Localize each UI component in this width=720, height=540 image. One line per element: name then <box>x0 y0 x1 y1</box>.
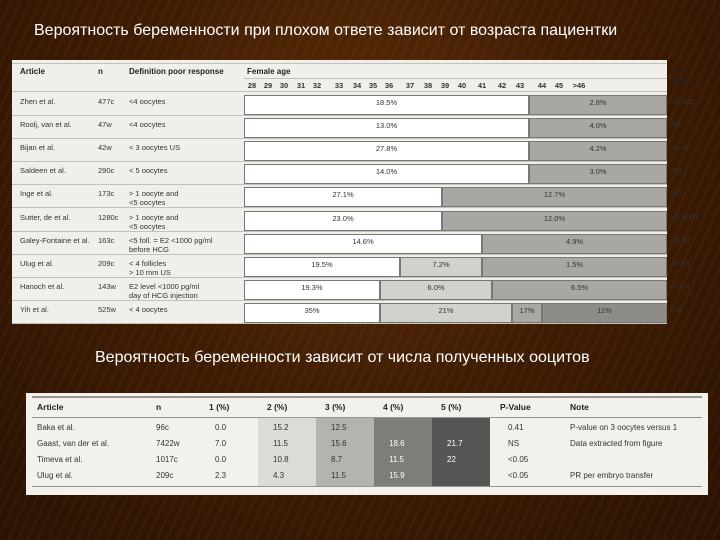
age-label: 28 <box>247 81 257 90</box>
c1-cell: 2.3 <box>215 471 227 480</box>
col-header-4: 4 (%) <box>383 402 404 412</box>
n-cell: 47w <box>98 120 112 130</box>
definition-cell <box>129 236 213 254</box>
definition-line: > 1 oocyte and <box>129 189 179 199</box>
c2-cell: 15.2 <box>273 423 289 432</box>
pvalue-cell: <0.0001 <box>671 212 699 222</box>
section-title: Вероятность беременности зависит от числа полученных ооцитов <box>95 349 590 366</box>
table-row <box>12 185 682 208</box>
table-rule <box>244 78 667 79</box>
pvalue-cell: <0.04 <box>671 258 690 268</box>
article-cell: Gaast, van der et al. <box>37 439 110 448</box>
c4-cell: 11.5 <box>389 455 404 464</box>
c2-cell: 11.5 <box>273 439 288 448</box>
age-label: 40 <box>457 81 467 90</box>
age-label: 38 <box>423 81 433 90</box>
article-cell: Baka et al. <box>37 423 75 432</box>
article-cell: Hanoch et al. <box>20 281 65 291</box>
col-header-n: n <box>156 402 162 412</box>
oocyte-count-table <box>26 393 708 495</box>
n-cell: 290c <box>98 166 115 176</box>
definition-cell <box>129 120 165 129</box>
c1-cell: 7.0 <box>215 439 227 448</box>
table-rule <box>32 396 702 398</box>
rate-value: 17% <box>519 305 535 315</box>
definition-line: < 4 oocytes <box>129 304 168 314</box>
n-cell: 96c <box>156 423 169 432</box>
c4-cell: 18.6 <box>389 439 405 448</box>
rate-value: 12.0% <box>543 213 566 223</box>
table-row <box>12 255 690 278</box>
n-cell: 42w <box>98 143 112 153</box>
rate-value: 1.5% <box>565 259 584 269</box>
pvalue-cell: NS <box>671 189 682 199</box>
article-cell: Ulug et al. <box>20 258 54 268</box>
col-header-n: n <box>98 67 103 76</box>
col-header-pvalue: P-value <box>671 67 692 85</box>
article-cell: Timeva et al. <box>37 455 83 464</box>
pvalue-cell: <0.04 <box>671 235 690 245</box>
note-cell: P-value on 3 oocytes versus 1 <box>570 423 678 432</box>
definition-line: <4 oocytes <box>129 97 166 106</box>
definition-line: < 3 oocytes US <box>129 143 181 153</box>
c5-cell: 22 <box>447 455 456 464</box>
definition-line: before HCG <box>129 244 170 254</box>
rate-value: 27.8% <box>375 144 398 154</box>
c4-cell: 15.9 <box>389 471 405 480</box>
n-cell: 163c <box>98 235 115 245</box>
c3-cell: 12.5 <box>331 423 347 432</box>
age-label: 36 <box>384 81 394 90</box>
article-cell: Bijan et al. <box>20 143 56 153</box>
n-cell: 477c <box>98 97 115 106</box>
note-cell: PR per embryo transfer <box>570 471 654 480</box>
n-cell: 1280c <box>98 212 119 222</box>
definition-line: <5 foll. = E2 <1000 pg/ml <box>129 235 213 245</box>
definition-cell <box>129 189 178 207</box>
rate-value: 2.8% <box>589 98 607 107</box>
col-header-female-age: Female age <box>247 67 291 76</box>
age-label: 35 <box>368 81 378 90</box>
table-row <box>12 209 699 232</box>
pvalue-cell: NS <box>671 120 682 130</box>
n-cell: 143w <box>98 281 116 291</box>
col-header-article: Article <box>37 402 64 412</box>
age-label: 33 <box>334 81 344 90</box>
pvalue-cell: >0.05 <box>671 143 690 153</box>
c1-cell: 0.0 <box>215 423 227 432</box>
col-header-pvalue: P-Value <box>500 402 531 412</box>
n-cell: 1017c <box>156 455 178 464</box>
n-cell: 173c <box>98 189 115 199</box>
age-label: 42 <box>497 81 507 90</box>
table-row <box>26 468 708 484</box>
table-row <box>12 139 690 162</box>
c5-cell: 21.7 <box>447 439 463 448</box>
definition-cell <box>129 166 168 175</box>
rate-value: 35% <box>304 305 320 315</box>
c3-cell: 15.6 <box>331 439 347 448</box>
article-cell: Zhen et al. <box>20 97 56 106</box>
note-cell: Data extracted from figure <box>570 439 663 448</box>
rate-value: 14.0% <box>375 167 398 177</box>
age-label: 39 <box>440 81 450 90</box>
n-cell: 7422w <box>156 439 180 448</box>
age-label: 29 <box>263 81 273 90</box>
rate-value: 3.0% <box>589 167 607 177</box>
age-label: 44 <box>537 81 547 90</box>
pvalue-cell: 0.41 <box>508 423 524 432</box>
rate-value: 4.0% <box>589 121 607 131</box>
n-cell: 525w <box>98 304 116 314</box>
col-header-note: Note <box>570 402 589 412</box>
article-cell: Sutter, de et al. <box>20 212 71 222</box>
article-cell: Galey-Fontaine et al. <box>20 235 90 245</box>
definition-line: day of HCG injection <box>129 290 198 300</box>
pvalue-cell: NS <box>508 439 520 448</box>
rate-value: 18.5% <box>375 98 398 107</box>
age-label: 30 <box>279 81 289 90</box>
table-rule <box>32 486 702 487</box>
rate-value: 21% <box>438 305 454 315</box>
col-header-1: 1 (%) <box>209 402 230 412</box>
definition-cell <box>129 97 165 106</box>
slide-title: Вероятность беременности при плохом ответе зависит от возраста пациентки <box>34 22 618 39</box>
rate-value: 6.0% <box>427 282 445 292</box>
table-row <box>12 232 690 255</box>
col-header-article: Article <box>20 67 45 76</box>
age-label: 32 <box>312 81 322 90</box>
pvalue-cell: <0.05 <box>508 471 529 480</box>
col-header-5: 5 (%) <box>441 402 462 412</box>
definition-line: < 4 follicles <box>129 258 167 268</box>
col-header-3: 3 (%) <box>325 402 346 412</box>
definition-cell <box>129 213 178 231</box>
c3-cell: 11.5 <box>331 471 346 480</box>
definition-line: <5 oocytes <box>129 198 166 208</box>
age-label: 43 <box>515 81 525 90</box>
table-row <box>12 301 682 324</box>
rate-value: 19.3% <box>301 282 323 292</box>
table-row <box>12 278 690 301</box>
age-label: 31 <box>296 81 306 90</box>
c3-cell: 8.7 <box>331 455 343 464</box>
age-label: 45 <box>554 81 564 90</box>
age-label: 34 <box>352 81 362 90</box>
rate-value: 4.2% <box>589 144 607 154</box>
article-cell: Roolj, van et al. <box>20 120 72 130</box>
rate-value: 19.5% <box>311 259 333 269</box>
pvalue-cell: NS <box>671 304 682 314</box>
article-cell: Inge et al. <box>20 189 53 199</box>
n-cell: 209c <box>98 258 115 268</box>
definition-line: > 10 mm US <box>129 267 171 277</box>
rate-value: 13.0% <box>375 121 398 131</box>
definition-line: > 1 oocyte and <box>129 212 179 222</box>
definition-line: <5 oocytes <box>129 221 166 231</box>
c2-cell: 10.8 <box>273 455 289 464</box>
rate-value: 11% <box>597 305 612 315</box>
definition-line: E2 level <1000 pg/ml <box>129 281 200 291</box>
rate-value: 27.1% <box>332 190 354 200</box>
definition-line: <4 oocytes <box>129 120 166 130</box>
article-cell: Yih et al. <box>20 304 49 314</box>
table-row <box>26 420 708 436</box>
definition-cell <box>129 259 171 277</box>
age-label: 41 <box>477 81 487 90</box>
rate-value: 12.7% <box>543 190 566 200</box>
n-cell: 209c <box>156 471 174 480</box>
rate-value: 23.0% <box>332 213 354 223</box>
c1-cell: 0.0 <box>215 455 227 464</box>
definition-line: < 5 oocytes <box>129 166 168 176</box>
col-header-2: 2 (%) <box>267 402 288 412</box>
rate-value: 6.5% <box>570 282 589 292</box>
table-row <box>26 452 708 468</box>
col-header-definition: Definition poor response <box>129 67 224 76</box>
pvalue-cell: <0.001 <box>671 97 695 106</box>
age-response-table <box>12 60 699 324</box>
c2-cell: 4.3 <box>273 471 285 480</box>
age-label: >46 <box>572 81 586 90</box>
rate-value: 14.6% <box>352 236 374 246</box>
age-label: 37 <box>405 81 415 90</box>
article-cell: Ulug et al. <box>37 471 74 480</box>
table-rule <box>12 323 667 324</box>
table-row <box>12 162 682 185</box>
pvalue-cell: <0.05 <box>508 455 529 464</box>
rate-value: 4.9% <box>565 236 584 246</box>
definition-cell <box>129 305 168 314</box>
table-rule <box>12 63 667 64</box>
pvalue-cell: 0.004 <box>671 281 690 291</box>
article-cell: Saldeen et al. <box>20 166 66 176</box>
rate-value: 7.2% <box>432 259 450 269</box>
definition-cell <box>129 282 199 300</box>
table-rule <box>12 91 667 92</box>
pvalue-cell: NS <box>671 166 682 176</box>
definition-cell <box>129 143 180 152</box>
table-row <box>12 116 682 139</box>
table-row <box>26 436 708 452</box>
table-row <box>12 93 695 116</box>
